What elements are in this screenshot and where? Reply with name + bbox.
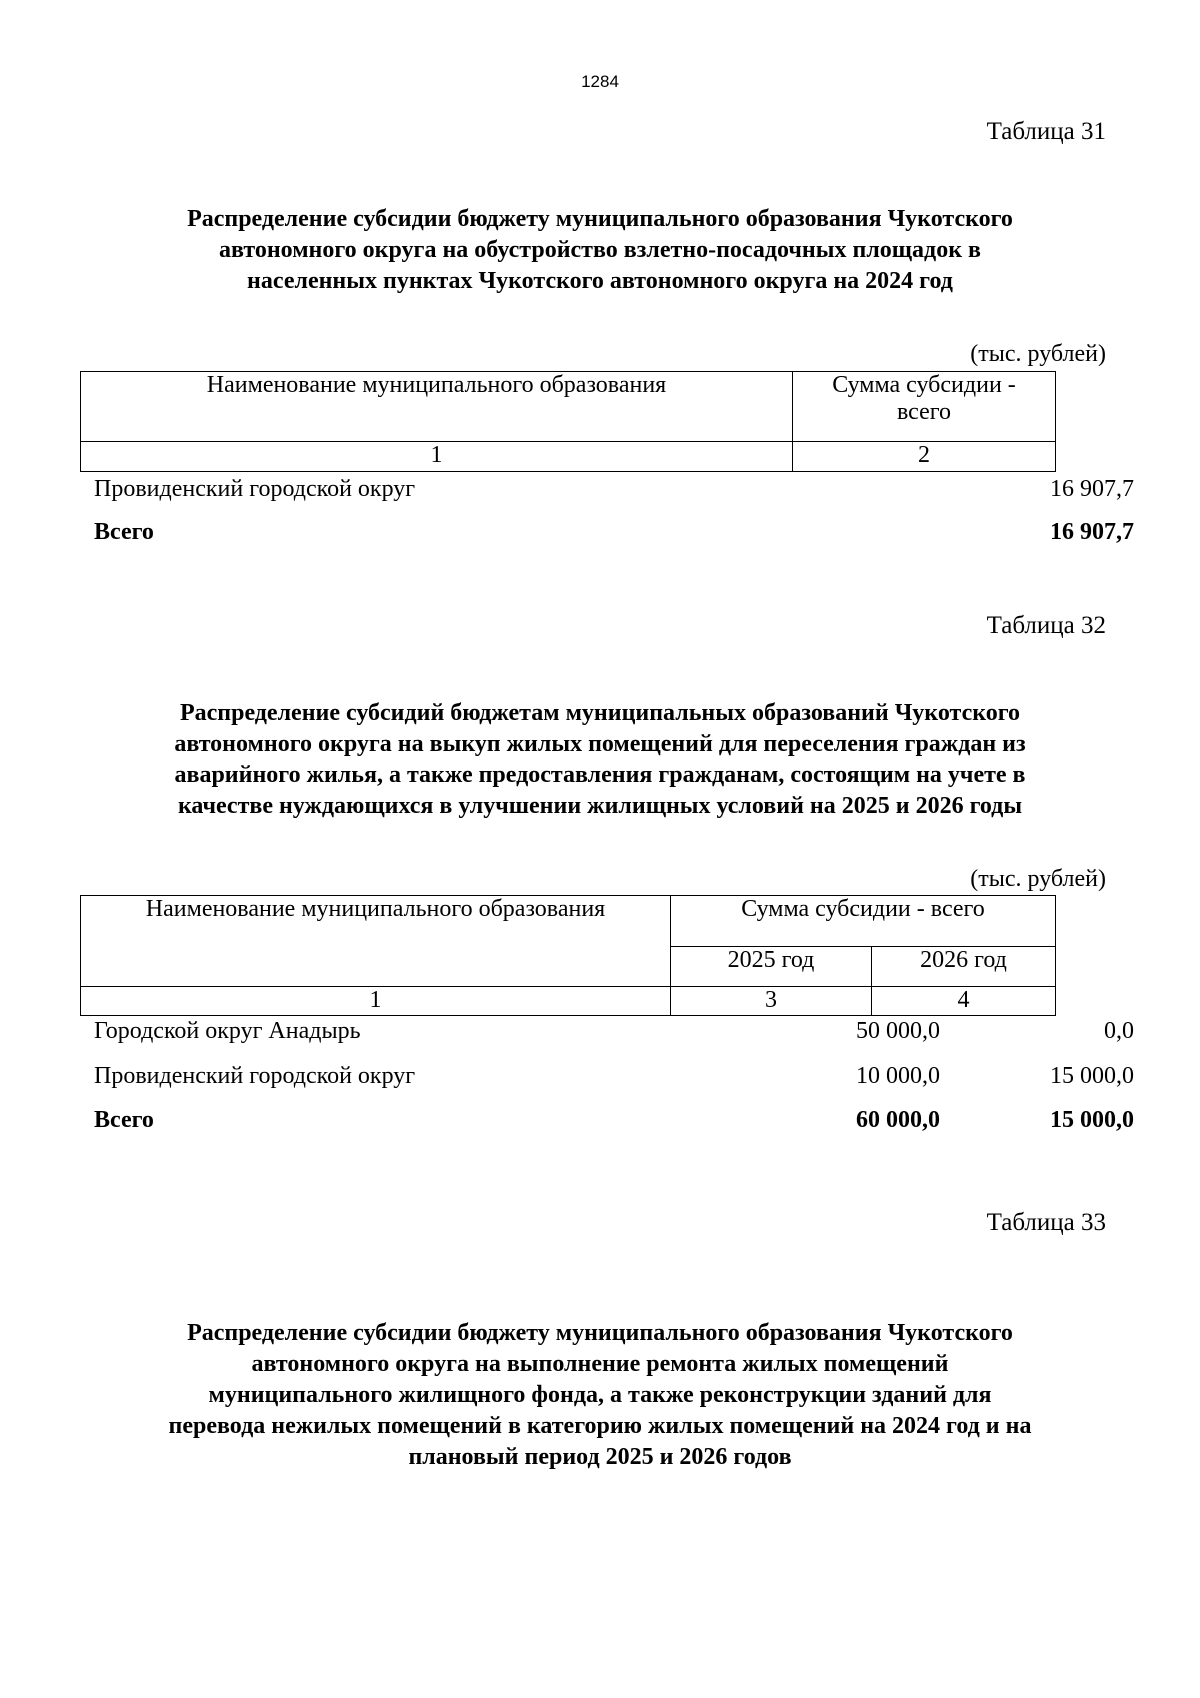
table-row xyxy=(94,1063,1134,1093)
table-33-label: Таблица 33 xyxy=(986,1209,1106,1236)
total-value-2026: 15 000,0 xyxy=(1050,1107,1134,1133)
title-line: муниципального жилищного фонда, а также реконструкции зданий для xyxy=(208,1382,992,1408)
title-line: Распределение субсидии бюджету муниципального образования Чукотского xyxy=(187,1320,1013,1346)
header-name-column: Наименование муниципального образования xyxy=(81,372,793,442)
title-line: Распределение субсидий бюджетам муниципальных образований Чукотского xyxy=(179,700,1021,726)
title-line: аварийного жилья, а также предоставления гражданам, состоящим на учете в xyxy=(174,762,1026,788)
row-value-2025: 50 000,0 xyxy=(856,1018,940,1044)
title-line: качестве нуждающихся в улучшении жилищных условий на 2025 и 2026 годы xyxy=(177,793,1023,819)
table-32-title xyxy=(80,698,1120,822)
total-row xyxy=(94,519,1134,549)
header-number-1: 1 xyxy=(81,442,793,472)
table-31-label: Таблица 31 xyxy=(986,118,1106,145)
row-name: Провиденский городской округ xyxy=(94,1063,416,1089)
header-year-2026: 2026 год xyxy=(872,947,1056,987)
header-number-1: 1 xyxy=(81,987,671,1016)
total-value-2025: 60 000,0 xyxy=(856,1107,940,1133)
table-32-units: (тыс. рублей) xyxy=(970,866,1106,892)
header-number-2: 2 xyxy=(793,442,1056,472)
table-31-units: (тыс. рублей) xyxy=(970,341,1106,367)
total-label: Всего xyxy=(94,1107,154,1133)
total-label: Всего xyxy=(94,519,154,545)
title-line: перевода нежилых помещений в категорию жилых помещений на 2024 год и на xyxy=(168,1413,1032,1439)
row-value-2026: 0,0 xyxy=(1104,1018,1134,1044)
header-sum-column: Сумма субсидии - всего xyxy=(793,372,1056,442)
row-name: Городской округ Анадырь xyxy=(94,1018,361,1044)
title-line: населенных пунктах Чукотского автономного округа на 2024 год xyxy=(247,268,953,294)
total-value: 16 907,7 xyxy=(1050,519,1134,545)
header-number-4: 4 xyxy=(872,987,1056,1016)
table-32-label: Таблица 32 xyxy=(986,612,1106,639)
header-sum-group: Сумма субсидии - всего xyxy=(671,896,1056,947)
table-31-title xyxy=(80,204,1120,297)
table-32-header xyxy=(80,895,1056,1016)
row-value: 16 907,7 xyxy=(1050,476,1134,502)
table-row xyxy=(94,1018,1134,1048)
title-line: Распределение субсидии бюджету муниципального образования Чукотского xyxy=(187,206,1013,232)
row-name: Провиденский городской округ xyxy=(94,476,416,502)
table-33-title xyxy=(80,1318,1120,1473)
header-year-2025: 2025 год xyxy=(671,947,872,987)
title-line: плановый период 2025 и 2026 годов xyxy=(408,1444,792,1470)
table-row xyxy=(94,476,1134,506)
table-31-header xyxy=(80,371,1056,472)
title-line: автономного округа на выполнение ремонта жилых помещений xyxy=(251,1351,949,1377)
title-line: автономного округа на обустройство взлетно-посадочных площадок в xyxy=(219,237,981,263)
header-number-3: 3 xyxy=(671,987,872,1016)
total-row xyxy=(94,1107,1134,1137)
row-value-2025: 10 000,0 xyxy=(856,1063,940,1089)
row-value-2026: 15 000,0 xyxy=(1050,1063,1134,1089)
page-number: 1284 xyxy=(581,72,619,91)
title-line: автономного округа на выкуп жилых помещений для переселения граждан из xyxy=(174,731,1026,757)
header-name-column: Наименование муниципального образования xyxy=(81,896,671,987)
